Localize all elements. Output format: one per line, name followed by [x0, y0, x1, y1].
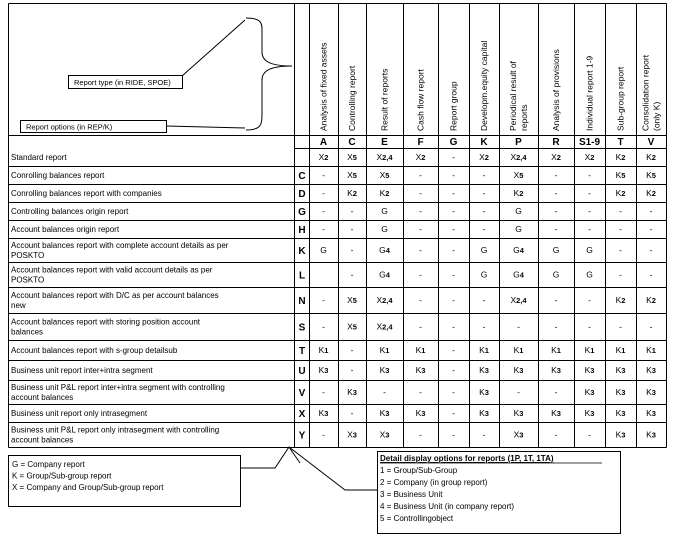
table-cell: K1: [615, 345, 626, 355]
table-row: [11, 206, 653, 218]
column-header-name: Developm.equity capital: [479, 40, 489, 131]
report-options-label: Report options (in REP/K): [26, 122, 113, 132]
table-cell: -: [322, 429, 325, 440]
row-code: D: [298, 189, 306, 200]
table-cell: K1: [513, 345, 524, 355]
table-row: [11, 152, 656, 162]
table-cell: X2,4: [376, 295, 393, 305]
table-cell: -: [452, 188, 455, 198]
table-cell: K3: [584, 387, 595, 397]
table-cell: X2: [479, 152, 489, 162]
table-cell: -: [619, 206, 622, 216]
row-label: new: [11, 301, 26, 310]
column-header-name: Report group: [448, 81, 459, 131]
table-row: [11, 291, 656, 310]
table-cell: K3: [513, 408, 524, 418]
table-cell: -: [383, 387, 386, 397]
column-header-name: Cash flow report: [415, 69, 426, 131]
table-cell: -: [588, 224, 591, 234]
table-cell: K3: [479, 365, 489, 375]
table-cell: -: [588, 206, 591, 216]
table-cell: K3: [646, 387, 656, 397]
table-cell: G4: [513, 269, 524, 280]
column-header-name: reports: [519, 104, 529, 131]
table-cell: K3: [551, 365, 561, 375]
column-code: V: [647, 137, 655, 148]
report-options-box: [21, 121, 167, 133]
row-label: Account balances report with s-group detailsub: [11, 346, 178, 355]
table-cell: -: [649, 224, 653, 234]
table-cell: K3: [615, 408, 626, 418]
legend-left-item: X = Company and Group/Sub-group report: [12, 483, 164, 492]
table-cell: -: [350, 345, 354, 355]
table-cell: K3: [615, 429, 626, 440]
table-cell: X5: [379, 170, 390, 180]
table-cell: -: [419, 170, 422, 180]
table-cell: K2: [646, 295, 656, 305]
table-cell: -: [350, 269, 354, 280]
row-code: Y: [298, 430, 306, 442]
table-cell: K3: [513, 365, 524, 375]
row-code: V: [298, 388, 306, 399]
header-brace: [166, 18, 292, 130]
column-header-name: Sub-group report: [615, 66, 626, 131]
table-cell: G: [480, 245, 488, 255]
row-label: Standard report: [11, 153, 67, 162]
table-cell: -: [554, 206, 558, 216]
row-code: H: [298, 225, 306, 236]
table-cell: G: [515, 206, 522, 216]
legend-right-item: 3 = Business Unit: [380, 490, 443, 499]
column-header-name: Analysis of fixed assets: [318, 42, 329, 131]
table-cell: X2: [415, 152, 426, 162]
table-cell: K3: [584, 365, 595, 375]
legend-right-item: 1 = Group/Sub-Group: [380, 466, 458, 475]
table-cell: -: [482, 188, 486, 198]
table-cell: X3: [513, 429, 524, 440]
table-cell: K2: [513, 188, 524, 198]
table-cell: K2: [615, 188, 626, 198]
table-cell: -: [350, 206, 354, 216]
table-cell: G: [320, 245, 327, 255]
legend-left: [9, 456, 241, 507]
table-cell: K3: [318, 408, 329, 418]
table-cell: X2: [318, 152, 329, 162]
row-label: Controlling balances origin report: [11, 207, 129, 216]
table-cell: -: [322, 224, 325, 234]
table-cell: X2,4: [376, 321, 393, 332]
table-cell: -: [419, 188, 422, 198]
table-cell: -: [619, 321, 622, 332]
table-cell: K1: [379, 345, 390, 355]
table-cell: -: [452, 345, 455, 355]
table-cell: -: [322, 321, 325, 332]
table-cell: -: [322, 387, 325, 397]
table-cell: -: [452, 152, 455, 162]
table-row: [11, 383, 656, 402]
table-cell: K2: [646, 152, 656, 162]
legend-right-title: Detail display options for reports (1P, 1T, 1TA): [380, 454, 554, 463]
row-label: Conrolling balances report: [11, 171, 105, 180]
row-code: G: [298, 207, 306, 218]
table-cell: -: [452, 387, 455, 397]
table-cell: -: [350, 408, 354, 418]
table-cell: X2,4: [376, 152, 393, 162]
table-cell: X2: [551, 152, 561, 162]
table-cell: -: [482, 170, 486, 180]
column-header-name: Periodical result of: [508, 61, 518, 131]
column-code: E: [381, 137, 388, 148]
table-cell: K1: [551, 345, 561, 355]
table-cell: -: [588, 295, 591, 305]
table-cell: G: [480, 269, 488, 280]
column-header-name: (only K): [651, 101, 662, 131]
table-cell: X5: [347, 321, 357, 332]
report-type-label: Report type (in RIDE, SPOE): [74, 78, 171, 87]
table-cell: -: [482, 429, 486, 440]
column-code: P: [515, 137, 522, 148]
report-type-box: [69, 76, 183, 89]
table-cell: G: [586, 245, 593, 255]
table-cell: K3: [415, 408, 426, 418]
legend-right-item: 5 = Controllingobject: [380, 514, 454, 523]
table-cell: -: [350, 245, 354, 255]
row-code: T: [298, 346, 306, 357]
row-label: Account balances origin report: [11, 225, 120, 234]
table-cell: -: [588, 321, 591, 332]
table-cell: -: [322, 295, 325, 305]
row-label: POSKTO: [11, 251, 45, 260]
table-cell: X2: [584, 152, 595, 162]
table-cell: K3: [479, 408, 489, 418]
table-cell: -: [554, 321, 558, 332]
table-cell: G4: [379, 245, 390, 255]
table-rows: [9, 152, 667, 448]
table-cell: K1: [646, 345, 656, 355]
table-cell: -: [452, 269, 455, 280]
table-cell: -: [649, 206, 653, 216]
table-cell: K3: [615, 387, 626, 397]
column-code: R: [552, 137, 560, 148]
legend-connectors: [240, 447, 377, 490]
table-cell: -: [619, 224, 622, 234]
table-cell: X5: [347, 170, 357, 180]
table-cell: G: [381, 224, 388, 234]
table-cell: -: [419, 224, 422, 234]
table-cell: G4: [379, 269, 390, 280]
table-cell: G: [552, 269, 560, 280]
column-header-name: Result of reports: [379, 68, 390, 131]
table-row: [11, 345, 656, 357]
table-cell: X3: [347, 429, 357, 440]
row-code: X: [298, 409, 306, 420]
table-cell: -: [419, 245, 422, 255]
table-cell: K2: [615, 152, 626, 162]
row-label: Account balances report with storing position account: [11, 317, 200, 327]
table-cell: X3: [379, 429, 390, 440]
table-cell: -: [452, 245, 455, 255]
column-code: F: [417, 137, 424, 148]
table-cell: -: [554, 170, 558, 180]
table-cell: K1: [479, 345, 489, 355]
table-cell: G4: [513, 245, 524, 255]
table-row: [11, 426, 656, 445]
table-cell: -: [649, 245, 653, 255]
table-cell: -: [517, 387, 520, 397]
legend-right-item: 2 = Company (in group report): [380, 478, 488, 487]
table-cell: -: [517, 321, 520, 332]
table-cell: K5: [646, 170, 656, 180]
column-code: A: [319, 137, 328, 148]
table-cell: G: [381, 206, 388, 216]
row-code: C: [298, 171, 306, 182]
table-cell: K3: [615, 365, 626, 375]
table-cell: K3: [379, 408, 390, 418]
table-cell: K3: [347, 387, 357, 397]
table-cell: K1: [318, 345, 329, 355]
table-cell: -: [482, 295, 486, 305]
row-label: account balances: [11, 435, 74, 445]
row-label: balances: [11, 327, 44, 337]
table-cell: X5: [347, 295, 357, 305]
table-row: [11, 188, 656, 200]
column-header-name: Consolidation report: [640, 54, 651, 131]
table-cell: -: [350, 365, 354, 375]
table-cell: -: [419, 269, 422, 280]
table-cell: K2: [379, 188, 390, 198]
table-cell: K3: [646, 429, 656, 440]
row-label: Business unit P&L report inter+intra segment with controlling: [11, 383, 225, 392]
row-label: Business unit report inter+intra segment: [11, 366, 153, 375]
table-cell: X2,4: [510, 295, 527, 305]
table-cell: -: [452, 365, 455, 375]
table-cell: G: [586, 269, 593, 280]
table-cell: K2: [347, 188, 357, 198]
table-cell: -: [649, 321, 653, 332]
table-cell: K3: [318, 365, 329, 375]
table-cell: K3: [551, 408, 561, 418]
legend-left-item: K = Group/Sub-group report: [12, 471, 112, 481]
table-cell: -: [619, 269, 622, 280]
column-code: K: [480, 137, 488, 148]
column-header-name: Individual report 1-9: [584, 55, 595, 131]
table-cell: K1: [584, 345, 595, 355]
table-cell: K3: [646, 365, 656, 375]
table-cell: -: [452, 224, 455, 234]
table-cell: -: [419, 387, 422, 397]
table-cell: -: [452, 408, 455, 418]
row-code: L: [298, 270, 306, 282]
table-cell: -: [482, 224, 486, 234]
table-cell: K2: [615, 295, 626, 305]
table-cell: G: [515, 224, 522, 234]
table-cell: -: [554, 188, 558, 198]
legend-left-item: G = Company report: [12, 460, 85, 469]
table-cell: -: [452, 321, 455, 332]
table-cell: K5: [615, 170, 626, 180]
table-cell: -: [322, 206, 325, 216]
legend-right: [378, 452, 621, 534]
row-label: Business unit report only intrasegment: [11, 409, 148, 418]
table-cell: -: [554, 295, 558, 305]
legend-right-item: 4 = Business Unit (in company report): [380, 502, 515, 511]
table-cell: -: [588, 429, 591, 440]
column-code: S1-9: [578, 137, 601, 148]
table-cell: -: [322, 170, 325, 180]
row-label: Conrolling balances report with companies: [11, 189, 162, 198]
table-row: [11, 408, 656, 420]
table-row: [11, 266, 653, 285]
table-row: [11, 170, 656, 182]
row-label: Account balances report with D/C as per account balances: [11, 291, 219, 300]
table-row: [11, 365, 656, 377]
table-cell: X2,4: [510, 152, 527, 162]
row-label: Account balances report with valid account details as per: [11, 265, 213, 275]
table-cell: K3: [415, 365, 426, 375]
table-cell: -: [419, 295, 422, 305]
table-cell: -: [322, 188, 325, 198]
table-cell: G: [552, 245, 560, 255]
row-label: Account balances report with complete account details as per: [11, 241, 229, 250]
column-code: C: [348, 137, 356, 148]
table-cell: K3: [584, 408, 595, 418]
row-label: Business unit P&L report only intrasegment with controlling: [11, 425, 220, 435]
table-cell: -: [452, 170, 455, 180]
table-row: [11, 224, 653, 236]
column-header-name: Controlling report: [347, 65, 357, 131]
table-cell: -: [619, 245, 622, 255]
column-code: G: [449, 137, 458, 148]
table-cell: X5: [513, 170, 524, 180]
row-code: N: [298, 296, 306, 307]
row-code: U: [298, 366, 306, 377]
column-code: T: [617, 137, 624, 148]
table-cell: K3: [646, 408, 656, 418]
table-cell: -: [452, 295, 455, 305]
table-cell: K2: [646, 188, 656, 198]
table-cell: K1: [415, 345, 426, 355]
table-cell: -: [554, 387, 558, 397]
table-cell: K3: [379, 365, 390, 375]
row-label: POSKTO: [11, 275, 45, 285]
table-cell: -: [588, 188, 591, 198]
table-cell: X5: [347, 152, 357, 162]
table-cell: -: [419, 206, 422, 216]
table-cell: -: [452, 429, 455, 440]
table-cell: -: [452, 206, 455, 216]
row-label: account balances: [11, 393, 74, 402]
table-cell: -: [419, 321, 422, 332]
table-cell: -: [482, 321, 486, 332]
row-code: S: [298, 322, 306, 334]
table-cell: -: [554, 429, 558, 440]
table-cell: -: [419, 429, 422, 440]
table-cell: -: [649, 269, 653, 280]
table-cell: -: [482, 206, 486, 216]
column-header-name: Analysis of provisions: [551, 49, 561, 131]
table-row: [11, 241, 653, 260]
row-code: K: [298, 246, 306, 257]
table-cell: -: [554, 224, 558, 234]
table-cell: -: [350, 224, 354, 234]
table-cell: K3: [479, 387, 489, 397]
table-row: [11, 318, 653, 337]
table-cell: -: [588, 170, 591, 180]
